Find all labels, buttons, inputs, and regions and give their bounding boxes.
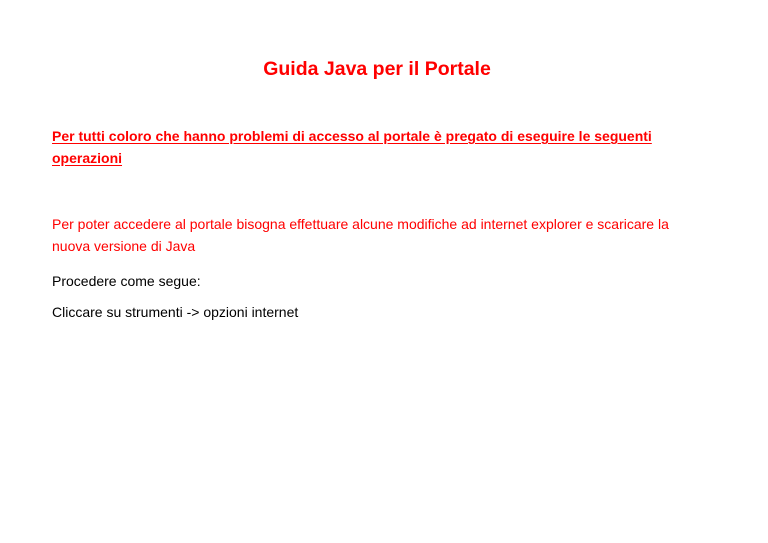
access-instructions: Per poter accedere al portale bisogna effettuare alcune modifiche ad internet explorer e scaricare la nuova versione di Java <box>52 216 669 254</box>
step-instruction: Cliccare su strumenti -> opzioni internet <box>52 304 299 320</box>
procedure-heading: Procedere come segue: <box>52 273 201 289</box>
intro-notice: Per tutti coloro che hanno problemi di accesso al portale è pregato di eseguire le seguenti operazioni <box>52 128 652 166</box>
document-title: Guida Java per il Portale <box>263 58 491 80</box>
